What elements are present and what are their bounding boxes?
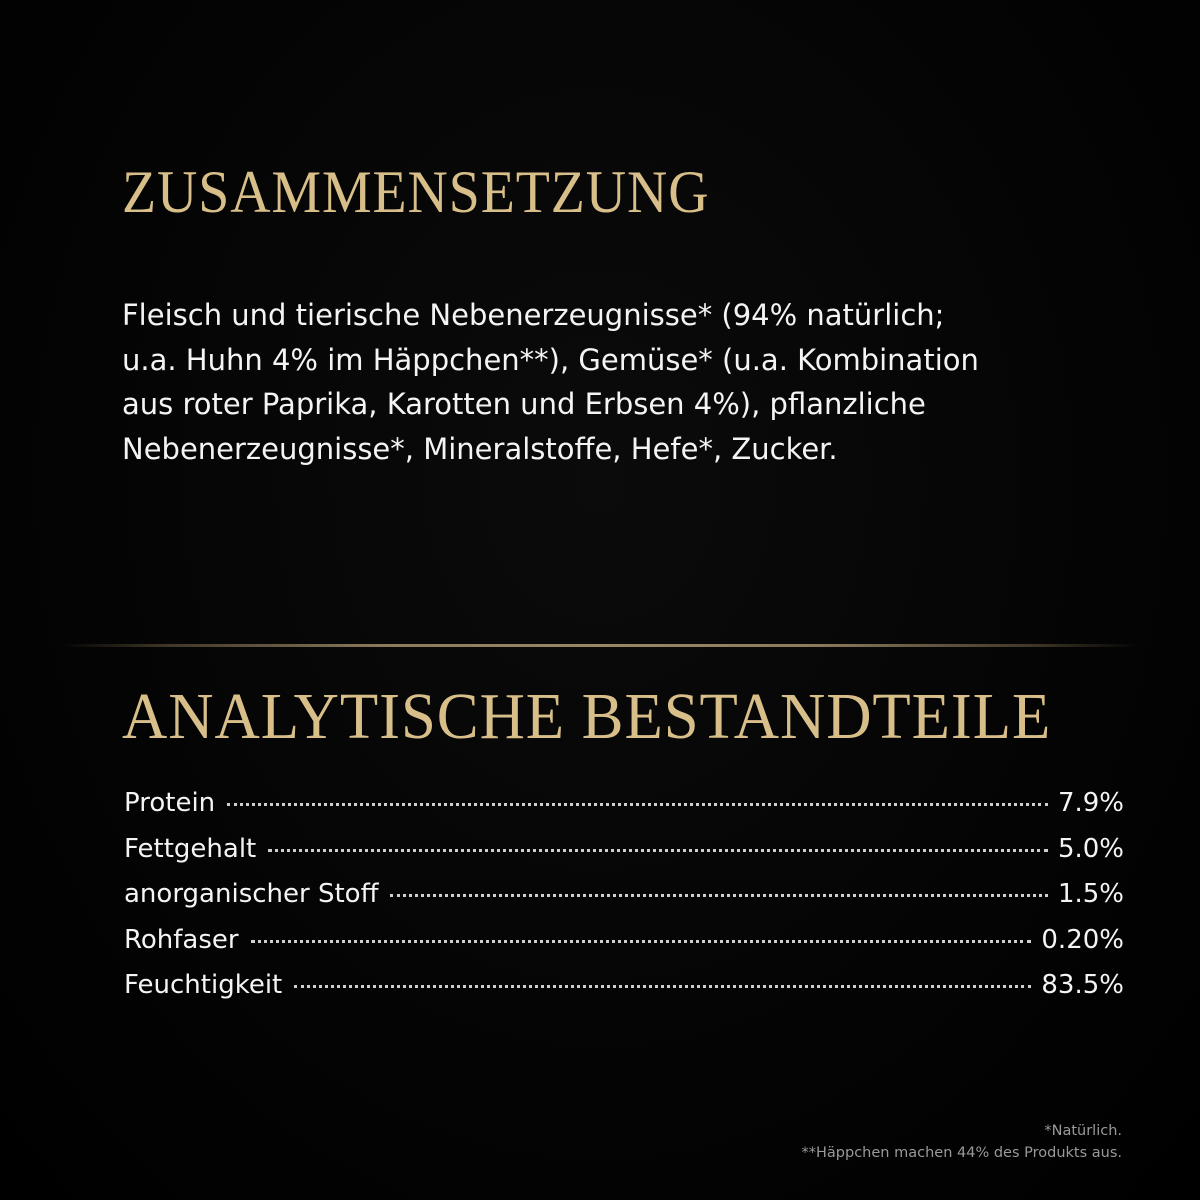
analysis-row-moisture (124, 970, 1124, 1016)
analysis-value: 1.5% (1057, 879, 1124, 909)
composition-heading: ZUSAMMENSETZUNG (122, 159, 710, 225)
analysis-row-protein (124, 788, 1124, 834)
dot-leader (268, 849, 1048, 852)
ingredients-line: Fleisch und tierische Nebenerzeugnisse* (94% natürlich; (122, 298, 945, 332)
section-divider (60, 644, 1140, 647)
analysis-value: 7.9% (1057, 788, 1124, 818)
analysis-row-fat (124, 834, 1124, 880)
analysis-row-fibre (124, 925, 1124, 971)
ingredients-line: aus roter Paprika, Karotten und Erbsen 4%), pflanzliche (122, 387, 926, 421)
analysis-value: 0.20% (1041, 924, 1124, 955)
analysis-list (124, 788, 1124, 1016)
dot-leader (251, 940, 1032, 943)
analysis-value: 83.5% (1041, 970, 1124, 1000)
ingredients-line: Nebenerzeugnisse*, Mineralstoffe, Hefe*, Zucker. (122, 431, 838, 466)
dot-leader (294, 985, 1031, 988)
analysis-heading: ANALYTISCHE BESTANDTEILE (122, 680, 1052, 753)
analysis-value: 5.0% (1057, 833, 1124, 864)
analysis-label: Feuchtigkeit (124, 970, 283, 1000)
footnote-pieces: **Häppchen machen 44% des Produkts aus. (801, 1145, 1122, 1161)
footnotes (802, 1120, 1122, 1164)
footnote-natural: *Natürlich. (1044, 1123, 1122, 1139)
ingredients-text (122, 293, 1132, 471)
analysis-row-ash (124, 879, 1124, 925)
dot-leader (227, 803, 1048, 806)
analysis-label: Protein (124, 788, 216, 818)
dot-leader (390, 894, 1047, 897)
analysis-label: Fettgehalt (124, 833, 257, 864)
ingredients-line: u.a. Huhn 4% im Häppchen**), Gemüse* (u.a. Kombination (122, 342, 979, 377)
analysis-label: anorganischer Stoff (124, 879, 379, 909)
analysis-label: Rohfaser (124, 924, 239, 955)
